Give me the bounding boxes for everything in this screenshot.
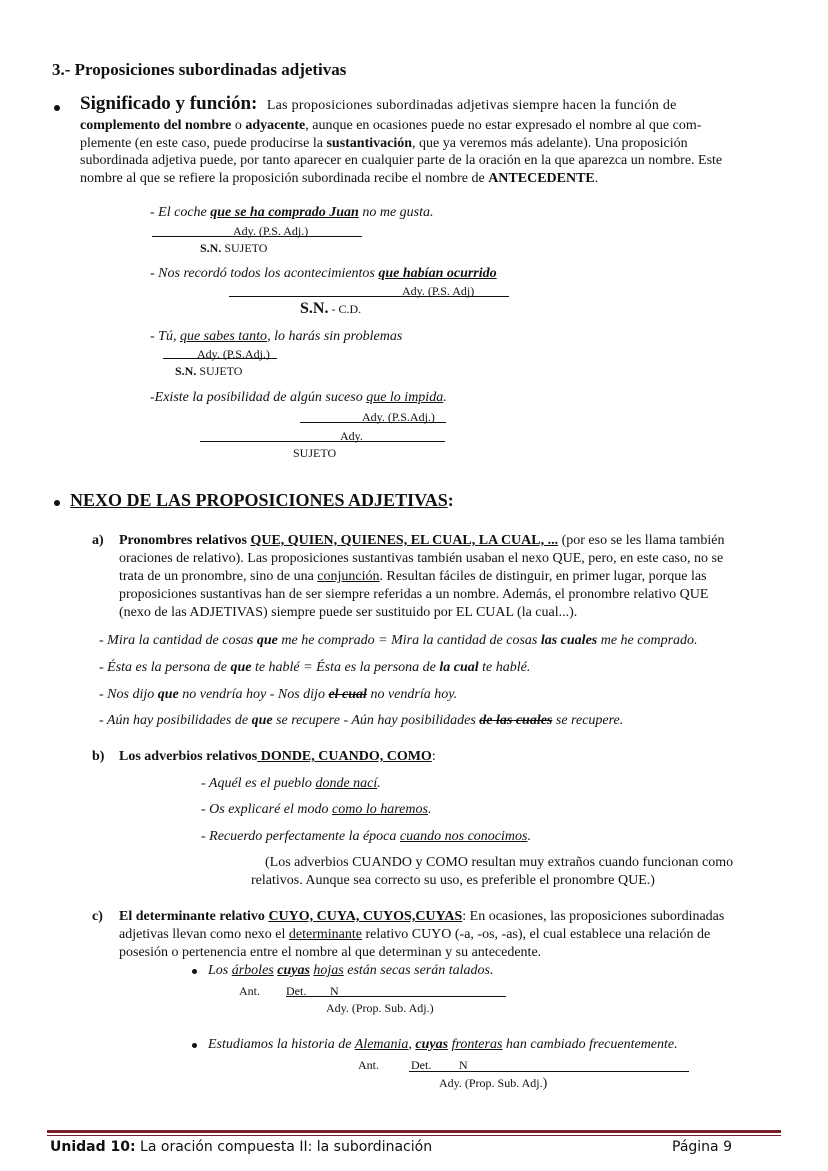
significado-line4: subordinada adjetiva puede, por tanto aparecer en cualquier parte de la oración en la que aparezca un nombre. Este bbox=[80, 153, 723, 168]
relative-determiner: cuyas bbox=[415, 1037, 449, 1052]
bold-word: que bbox=[256, 633, 278, 648]
underlined-term: determinante bbox=[288, 927, 362, 942]
relative-clause: que sabes tanto bbox=[179, 329, 268, 344]
footer-rule bbox=[47, 1130, 781, 1133]
section-heading: 3.- Proposiciones subordinadas adjetivas bbox=[52, 60, 347, 79]
footer-rule bbox=[47, 1135, 781, 1136]
relative-pronouns: QUE, QUIEN, QUIENES, EL CUAL, LA CUAL, ... bbox=[250, 533, 559, 548]
bullet bbox=[192, 969, 197, 974]
noun: fronteras bbox=[451, 1037, 503, 1052]
text: Los bbox=[208, 963, 232, 978]
nexo-heading bbox=[70, 490, 454, 511]
footer-unit: Unidad 10: bbox=[50, 1139, 136, 1155]
underline bbox=[200, 441, 445, 442]
c-line2 bbox=[119, 927, 710, 943]
text: - Aquél es el pueblo bbox=[201, 776, 316, 791]
text: ) bbox=[542, 1076, 548, 1091]
text: . bbox=[594, 171, 599, 186]
text: no me gusta. bbox=[358, 205, 434, 220]
note-line1: (Los adverbios CUANDO y COMO resultan muy extraños cuando funcionan como bbox=[265, 855, 734, 870]
example-donde bbox=[201, 776, 381, 792]
text: nombre al que se refiere la proposición subordinada recibe el nombre de bbox=[80, 171, 489, 186]
text: - Aún hay posibilidades de bbox=[99, 713, 252, 728]
ady-label bbox=[439, 1076, 547, 1092]
ady-label: Ady. (P.S. Adj) bbox=[402, 284, 475, 298]
bold-word: las cuales bbox=[540, 633, 598, 648]
bullet bbox=[192, 1043, 197, 1048]
text: - Os explicaré el modo bbox=[201, 802, 333, 817]
text: , lo harás sin problemas bbox=[267, 329, 403, 344]
text: -Existe la posibilidad de algún suceso bbox=[150, 390, 367, 405]
example-cuyas-2 bbox=[208, 1037, 678, 1053]
text: - Nos dijo bbox=[99, 687, 158, 702]
ady-label: Ady. (P.S.Adj.) bbox=[362, 410, 435, 424]
text: o bbox=[231, 118, 246, 133]
text: plemente (en este caso, puede producirse la bbox=[80, 136, 327, 151]
ant-label: Ant. bbox=[358, 1058, 379, 1072]
text: Las proposiciones subordinadas adjetivas siempre hacen la función de bbox=[266, 98, 677, 113]
n-label: N bbox=[330, 984, 339, 998]
text: te hablé = Ésta es la persona de bbox=[251, 660, 440, 675]
example-que-1 bbox=[99, 633, 698, 649]
ady-label: Ady. bbox=[340, 429, 363, 443]
det-label: Det. bbox=[411, 1058, 432, 1072]
struck-word: de las cuales bbox=[479, 713, 553, 728]
item-label-c: c) bbox=[92, 909, 103, 924]
note-line2: relativos. Aunque sea correcto su uso, es preferible el pronombre QUE.) bbox=[251, 873, 655, 888]
bold-term: ANTECEDENTE bbox=[488, 171, 595, 186]
noun: hojas bbox=[313, 963, 344, 978]
example-como bbox=[201, 802, 431, 818]
n-label: N bbox=[459, 1058, 468, 1072]
text: se recupere. bbox=[552, 713, 624, 728]
example-que-3 bbox=[99, 687, 457, 703]
example-1 bbox=[150, 205, 434, 221]
example-cuyas-1 bbox=[208, 963, 493, 979]
text: , que ya veremos más adelante). Una proposición bbox=[412, 136, 688, 151]
underline bbox=[152, 236, 362, 237]
text: - Tú, bbox=[150, 329, 180, 344]
ady-label: Ady. (P.S. Adj.) bbox=[233, 224, 309, 238]
bold-term: complemento del nombre bbox=[80, 118, 232, 133]
function-label: - C.D. bbox=[328, 302, 362, 316]
relative-determiner: cuyas bbox=[277, 963, 310, 978]
relative-determiners: CUYO, CUYA, CUYOS,CUYAS bbox=[268, 909, 463, 924]
significado-line1 bbox=[80, 93, 778, 115]
text: El determinante relativo bbox=[119, 909, 269, 924]
text: : En ocasiones, las proposiciones subordinadas bbox=[462, 909, 725, 924]
antecedent: árboles bbox=[231, 963, 274, 978]
text: , bbox=[408, 1037, 416, 1052]
text: me he comprado = Mira la cantidad de cosas bbox=[277, 633, 541, 648]
text: . bbox=[443, 390, 447, 405]
text: . bbox=[377, 776, 381, 791]
bold-word: que bbox=[157, 687, 179, 702]
sn-label: S.N. bbox=[175, 364, 197, 378]
text: han cambiado frecuentemente. bbox=[502, 1037, 678, 1052]
det-label: Det. bbox=[286, 984, 307, 998]
a-line4: proposiciones sustantivas han de ser siempre referidas a un nombre. Además, el pronombre relativo QUE bbox=[119, 587, 709, 602]
function-label: SUJETO bbox=[224, 241, 268, 255]
bold-word: la cual bbox=[439, 660, 479, 675]
underline bbox=[286, 996, 506, 997]
text: Ady. (Prop. Sub. Adj. bbox=[439, 1076, 543, 1090]
bold-word: que bbox=[230, 660, 252, 675]
ady-label: Ady. (Prop. Sub. Adj.) bbox=[326, 1001, 434, 1015]
text: - Ésta es la persona de bbox=[99, 660, 231, 675]
relative-clause: que habían ocurrido bbox=[378, 266, 497, 281]
text: me he comprado. bbox=[597, 633, 698, 648]
text: - El coche bbox=[150, 205, 211, 220]
a-line3 bbox=[119, 569, 707, 585]
relative-clause: como lo haremos bbox=[332, 802, 428, 817]
underlined-term: conjunción bbox=[317, 569, 380, 584]
bullet bbox=[54, 500, 60, 506]
sn-sujeto bbox=[175, 364, 242, 379]
text: están secas serán talados. bbox=[343, 963, 494, 978]
text: (por eso se les llama también bbox=[558, 533, 725, 548]
example-3 bbox=[150, 329, 402, 345]
text: Los adverbios relativos bbox=[119, 749, 258, 764]
example-4 bbox=[150, 390, 447, 406]
text: . Resultan fáciles de distinguir, en primer lugar, porque las bbox=[379, 569, 707, 584]
bold-word: que bbox=[251, 713, 273, 728]
significado-line2 bbox=[80, 118, 701, 134]
text: - Nos recordó todos los acontecimientos bbox=[150, 266, 379, 281]
function-label: SUJETO bbox=[199, 364, 243, 378]
example-cuando bbox=[201, 829, 531, 845]
sn-sujeto bbox=[200, 241, 267, 256]
text: - Mira la cantidad de cosas bbox=[99, 633, 257, 648]
function-label: SUJETO bbox=[293, 446, 337, 460]
antecedent: Alemania bbox=[354, 1037, 409, 1052]
text: relativo CUYO (-a, -os, -as), el cual establece una relación de bbox=[361, 927, 711, 942]
nexo-title: NEXO DE LAS PROPOSICIONES ADJETIVAS bbox=[70, 490, 448, 510]
item-label-a: a) bbox=[92, 533, 104, 548]
example-que-4 bbox=[99, 713, 623, 729]
relative-clause: que se ha comprado Juan bbox=[210, 205, 359, 220]
bullet bbox=[54, 105, 60, 111]
c-line3: posesión o pertenencia entre el nombre al que determinan y su antecedente. bbox=[119, 945, 542, 960]
underline bbox=[229, 296, 509, 297]
page-number: Página 9 bbox=[672, 1139, 732, 1155]
text: adjetivas llevan como nexo el bbox=[119, 927, 289, 942]
relative-adverbs: DONDE, CUANDO, COMO bbox=[257, 749, 432, 764]
ant-label: Ant. bbox=[239, 984, 260, 998]
underline bbox=[409, 1071, 689, 1072]
relative-clause: que lo impida bbox=[366, 390, 444, 405]
text: Pronombres relativos bbox=[119, 533, 251, 548]
footer-title bbox=[50, 1139, 432, 1155]
example-que-2 bbox=[99, 660, 530, 676]
significado-line3 bbox=[80, 136, 688, 152]
relative-clause: donde nací bbox=[315, 776, 378, 791]
sn-cd bbox=[300, 300, 361, 318]
b-line1 bbox=[119, 749, 436, 765]
relative-clause: cuando nos conocimos bbox=[399, 829, 528, 844]
footer-text: La oración compuesta II: la subordinación bbox=[135, 1139, 433, 1155]
text: : bbox=[431, 749, 436, 764]
text: no vendría hoy - Nos dijo bbox=[178, 687, 329, 702]
text: , aunque en ocasiones puede no estar expresado el nombre al que com- bbox=[305, 118, 702, 133]
a-line1 bbox=[119, 533, 725, 549]
struck-word: el cual bbox=[328, 687, 367, 702]
text: - Recuerdo perfectamente la época bbox=[201, 829, 400, 844]
sn-label: S.N. bbox=[300, 300, 329, 317]
item-label-b: b) bbox=[92, 749, 105, 764]
ady-label: Ady. (P.S.Adj.) bbox=[197, 347, 270, 361]
example-2 bbox=[150, 266, 497, 282]
text: . bbox=[427, 802, 432, 817]
a-line2: oraciones de relativo). Las proposiciones sustantivas también usaban el nexo QUE, pero, en este caso, no se bbox=[119, 551, 724, 566]
significado-title: Significado y función: bbox=[80, 93, 258, 114]
bold-term: adyacente bbox=[245, 118, 306, 133]
a-line5: (nexo de las ADJETIVAS) siempre puede ser sustituido por EL CUAL (la cual...). bbox=[119, 605, 578, 620]
text: no vendría hoy. bbox=[366, 687, 458, 702]
text: se recupere - Aún hay posibilidades bbox=[272, 713, 480, 728]
text: Estudiamos la historia de bbox=[208, 1037, 355, 1052]
sn-label: S.N. bbox=[200, 241, 222, 255]
text: . bbox=[527, 829, 531, 844]
c-line1 bbox=[119, 909, 724, 925]
text: te hablé. bbox=[478, 660, 531, 675]
text: trata de un pronombre, sino de una bbox=[119, 569, 318, 584]
bold-term: sustantivación bbox=[326, 136, 413, 151]
text: : bbox=[447, 490, 454, 510]
significado-line5 bbox=[80, 171, 598, 187]
